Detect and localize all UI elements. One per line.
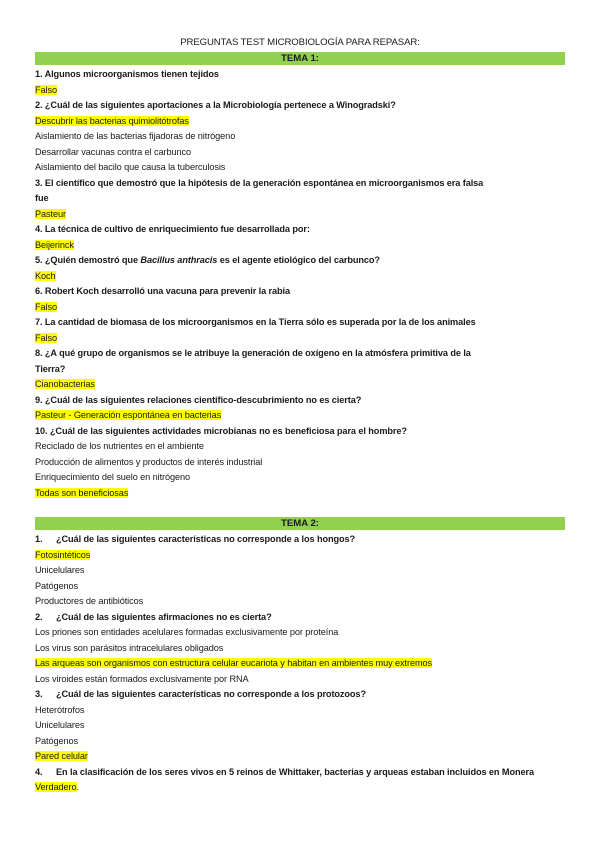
t1-q2-option-1: Descubrir las bacterias quimiolitótrofas	[35, 115, 189, 126]
section-gap	[35, 501, 565, 517]
t2-q1-number: 1.	[35, 534, 43, 544]
t2-q1-option-4: Productores de antibióticos	[35, 596, 144, 606]
t1-q10-option-3: Enriquecimiento del suelo en nitrógeno	[35, 472, 191, 482]
tema1-header: TEMA 1:	[35, 52, 565, 65]
t1-q2-option-3: Desarrollar vacunas contra el carbunco	[35, 146, 192, 157]
t1-q5-text-start: 5. ¿Quién demostró que	[35, 255, 141, 265]
t2-q1-text: ¿Cuál de las siguientes características no corresponde a los hongos?	[56, 534, 356, 544]
t1-question-4: 4. La técnica de cultivo de enriquecimiento fue desarrollada por:	[35, 224, 310, 234]
document-title: PREGUNTAS TEST MICROBIOLOGÍA PARA REPASAR:	[180, 37, 420, 48]
t1-question-3-line2: fue	[35, 193, 49, 203]
t2-q2-option-2: Los virus son parásitos intracelulares obligados	[35, 642, 224, 653]
t2-q3-option-2: Unicelulares	[35, 720, 85, 730]
t1-answer-7: Falso	[35, 332, 57, 343]
t1-question-8-line2: Tierra?	[35, 363, 66, 374]
t2-question-2	[35, 610, 565, 626]
t2-q2-option-1: Los priones son entidades acelulares formadas exclusivamente por proteína	[35, 627, 339, 637]
t2-q2-option-4: Los viroides están formados exclusivamente por RNA	[35, 673, 249, 684]
t2-q3-option-3: Patógenos	[35, 735, 79, 746]
t2-q1-option-3: Patógenos	[35, 580, 79, 591]
t1-answer-6: Falso	[35, 301, 57, 312]
t2-q2-number: 2.	[35, 611, 43, 622]
t1-answer-5: Koch	[35, 270, 56, 281]
t1-q5-text-end: es el agente etiológico del carbunco?	[217, 255, 380, 265]
t1-question-5	[35, 253, 565, 269]
t1-answer-4: Beijerinck	[35, 239, 74, 250]
document-page	[35, 36, 565, 796]
t2-question-1	[35, 532, 565, 548]
t1-answer-9: Pasteur - Generación espontánea en bacterias	[35, 410, 222, 420]
t2-q3-text: ¿Cuál de las siguientes características no corresponde a los protozoos?	[56, 689, 366, 699]
t1-question-9: 9. ¿Cuál de las siguientes relaciones científico-descubrimiento no es cierta?	[35, 394, 362, 405]
t1-question-1: 1. Algunos microorganismos tienen tejidos	[35, 69, 219, 79]
tema2-header: TEMA 2:	[35, 517, 565, 530]
t1-q2-option-4: Aislamiento del bacilo que causa la tuberculosis	[35, 162, 226, 172]
t2-q2-text: ¿Cuál de las siguientes afirmaciones no es cierta?	[56, 611, 272, 622]
t1-q2-option-2: Aislamiento de las bacterias fijadoras de nitrógeno	[35, 131, 236, 141]
t1-q10-option-2: Producción de alimentos y productos de interés industrial	[35, 456, 263, 467]
t1-question-6: 6. Robert Koch desarrolló una vacuna para prevenir la rabia	[35, 286, 291, 296]
t2-question-4	[35, 765, 565, 781]
t1-answer-3: Pasteur	[35, 208, 66, 219]
t1-question-8-line1: 8. ¿A qué grupo de organismos se le atribuye la generación de oxígeno en la atmósfera primitiva de la	[35, 348, 471, 358]
t1-question-3-line1: 3. El científico que demostró que la hipótesis de la generación espontánea en microorganismos era falsa	[35, 177, 484, 188]
t2-q3-option-4: Pared celular	[35, 751, 88, 761]
t2-q1-option-2: Unicelulares	[35, 565, 85, 575]
t1-q5-species-name: Bacillus anthracis	[140, 255, 218, 265]
t1-q10-option-1: Reciclado de los nutrientes en el ambiente	[35, 441, 204, 451]
t1-question-10: 10. ¿Cuál de las siguientes actividades microbianas no es beneficiosa para el hombre?	[35, 425, 407, 436]
t1-answer-1: Falso	[35, 84, 57, 95]
t1-question-2: 2. ¿Cuál de las siguientes aportaciones a la Microbiología pertenece a Winogradski?	[35, 100, 396, 110]
t2-answer-4-period: .	[76, 782, 79, 792]
t2-q3-number: 3.	[35, 689, 43, 699]
t2-answer-4: Verdadero	[35, 782, 77, 792]
t2-q2-option-3: Las arqueas son organismos con estructura celular eucariota y habitan en ambientes muy extremos	[35, 658, 433, 668]
t1-question-7: 7. La cantidad de biomasa de los microorganismos en la Tierra sólo es superada por la de los animales	[35, 317, 476, 327]
t2-question-3	[35, 687, 565, 703]
t1-q10-option-4: Todas son beneficiosas	[35, 487, 129, 498]
t2-q4-text: En la clasificación de los seres vivos en 5 reinos de Whittaker, bacterias y arqueas estaban incluidos en Monera	[56, 766, 534, 777]
t2-q4-number: 4.	[35, 766, 43, 777]
t2-q3-option-1: Heterótrofos	[35, 704, 85, 715]
t2-q1-option-1: Fotosintéticos	[35, 549, 91, 560]
t1-answer-8: Cianobacterias	[35, 379, 95, 389]
